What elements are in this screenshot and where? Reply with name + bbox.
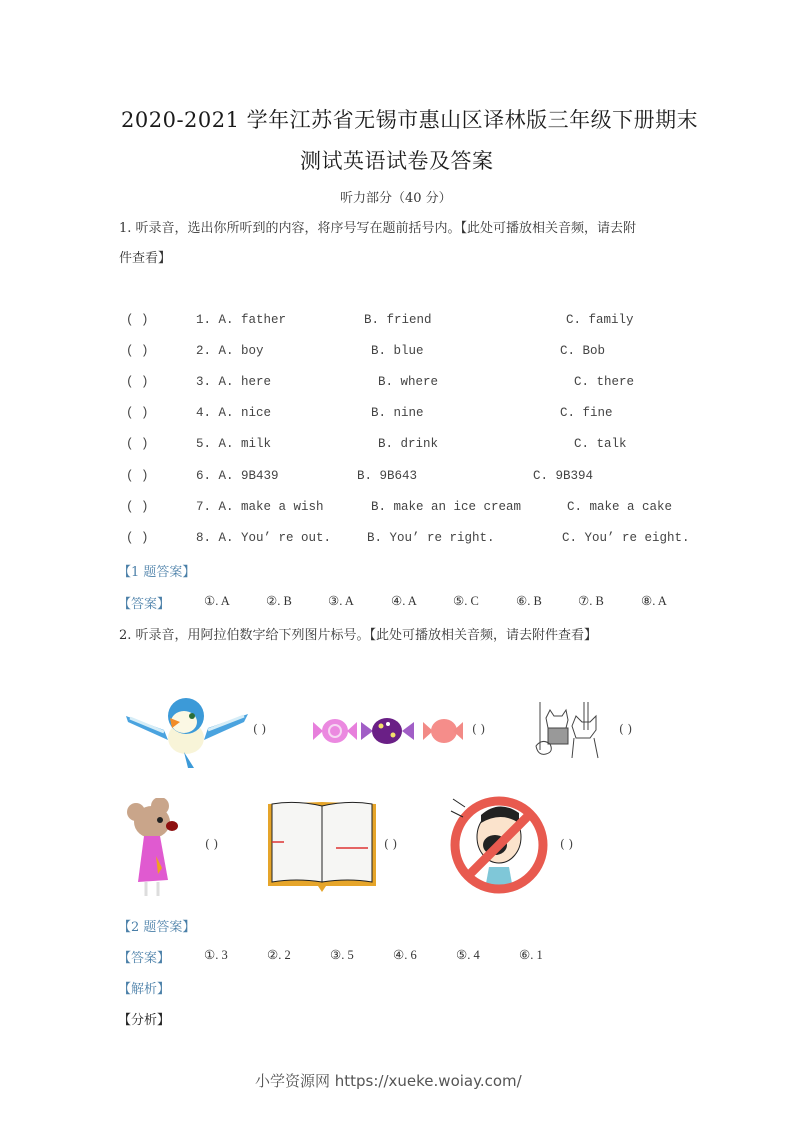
option-a: 8. A. You’ re out. — [196, 531, 332, 545]
answer-blank[interactable]: ( ) — [126, 375, 149, 389]
answer-item: ②. B — [266, 594, 292, 608]
cats-icon — [532, 700, 612, 760]
picture-blank[interactable]: ( ) — [384, 837, 398, 851]
picture-blank[interactable]: ( ) — [253, 722, 267, 736]
q1-answer-header: 【1 题答案】 — [118, 565, 196, 580]
answer-item: ⑤. 4 — [456, 948, 480, 962]
option-b: B. You’ re right. — [367, 531, 495, 545]
mouse-icon — [126, 798, 186, 898]
answer-item: ①. 3 — [204, 948, 228, 962]
mouse-girl-picture — [126, 798, 186, 898]
answer-item: ③. 5 — [330, 948, 354, 962]
answer-item: ⑦. B — [578, 594, 604, 608]
analysis-label: 【解析】 — [118, 982, 171, 997]
q2-answer-header: 【2 题答案】 — [118, 920, 196, 935]
no-shouting-icon — [445, 793, 553, 897]
option-c: C. family — [566, 313, 634, 327]
candy-icon — [311, 716, 465, 746]
picture-blank[interactable]: ( ) — [619, 722, 633, 736]
answer-blank[interactable]: ( ) — [126, 313, 149, 327]
option-b: B. blue — [371, 344, 424, 358]
answer-blank[interactable]: ( ) — [126, 469, 149, 483]
answer-item: ②. 2 — [267, 948, 291, 962]
answer-blank[interactable]: ( ) — [126, 437, 149, 451]
bird-icon — [124, 688, 250, 770]
option-a: 7. A. make a wish — [196, 500, 324, 514]
picture-blank[interactable]: ( ) — [472, 722, 486, 736]
option-b: B. drink — [378, 437, 439, 451]
option-b: B. 9B643 — [357, 469, 418, 483]
answer-blank[interactable]: ( ) — [126, 500, 149, 514]
option-c: C. Bob — [560, 344, 606, 358]
answer-item: ⑥. 1 — [519, 948, 543, 962]
cats-reading-picture — [532, 700, 612, 760]
option-c: C. talk — [574, 437, 627, 451]
answer-blank[interactable]: ( ) — [126, 531, 149, 545]
option-a: 6. A. 9B439 — [196, 469, 279, 483]
option-c: C. fine — [560, 406, 613, 420]
option-b: B. friend — [364, 313, 432, 327]
q1-instruction-line2: 件查看】 — [119, 251, 172, 266]
section-heading: 听力部分（40 分） — [340, 191, 452, 206]
book-icon — [266, 800, 378, 892]
answer-blank[interactable]: ( ) — [126, 406, 149, 420]
fenxi-label: 【分析】 — [118, 1013, 171, 1028]
open-book-picture — [266, 800, 378, 892]
q1-instruction-line1: 1. 听录音，选出你所听到的内容，将序号写在题前括号内。【此处可播放相关音频，请去附 — [119, 221, 637, 236]
doc-title-line1: 2020-2021 学年江苏省无锡市惠山区译林版三年级下册期末 — [121, 108, 699, 132]
option-c: C. make a cake — [567, 500, 673, 514]
picture-blank[interactable]: ( ) — [205, 837, 219, 851]
option-a: 5. A. milk — [196, 437, 272, 451]
option-b: B. where — [378, 375, 439, 389]
answer-item: ①. A — [204, 594, 230, 608]
sweets-picture — [311, 716, 465, 746]
option-c: C. You’ re eight. — [562, 531, 690, 545]
option-a: 3. A. here — [196, 375, 272, 389]
footer-watermark: 小学资源网 https://xueke.woiay.com/ — [255, 1072, 522, 1090]
bird-picture — [124, 688, 250, 770]
answer-item: ⑤. C — [453, 594, 479, 608]
option-c: C. 9B394 — [533, 469, 594, 483]
option-b: B. nine — [371, 406, 424, 420]
answer-blank[interactable]: ( ) — [126, 344, 149, 358]
picture-blank[interactable]: ( ) — [560, 837, 574, 851]
q2-answer-label: 【答案】 — [118, 951, 171, 966]
answer-item: ⑧. A — [641, 594, 667, 608]
option-c: C. there — [574, 375, 635, 389]
option-a: 4. A. nice — [196, 406, 272, 420]
option-b: B. make an ice cream — [371, 500, 522, 514]
answer-item: ③. A — [328, 594, 354, 608]
answer-item: ④. A — [391, 594, 417, 608]
q2-instruction: 2. 听录音，用阿拉伯数字给下列图片标号。【此处可播放相关音频，请去附件查看】 — [119, 628, 598, 643]
q1-answer-label: 【答案】 — [118, 597, 171, 612]
no-shouting-picture — [445, 793, 553, 897]
doc-title-line2: 测试英语试卷及答案 — [300, 149, 494, 173]
answer-item: ⑥. B — [516, 594, 542, 608]
option-a: 2. A. boy — [196, 344, 264, 358]
answer-item: ④. 6 — [393, 948, 417, 962]
option-a: 1. A. father — [196, 313, 287, 327]
